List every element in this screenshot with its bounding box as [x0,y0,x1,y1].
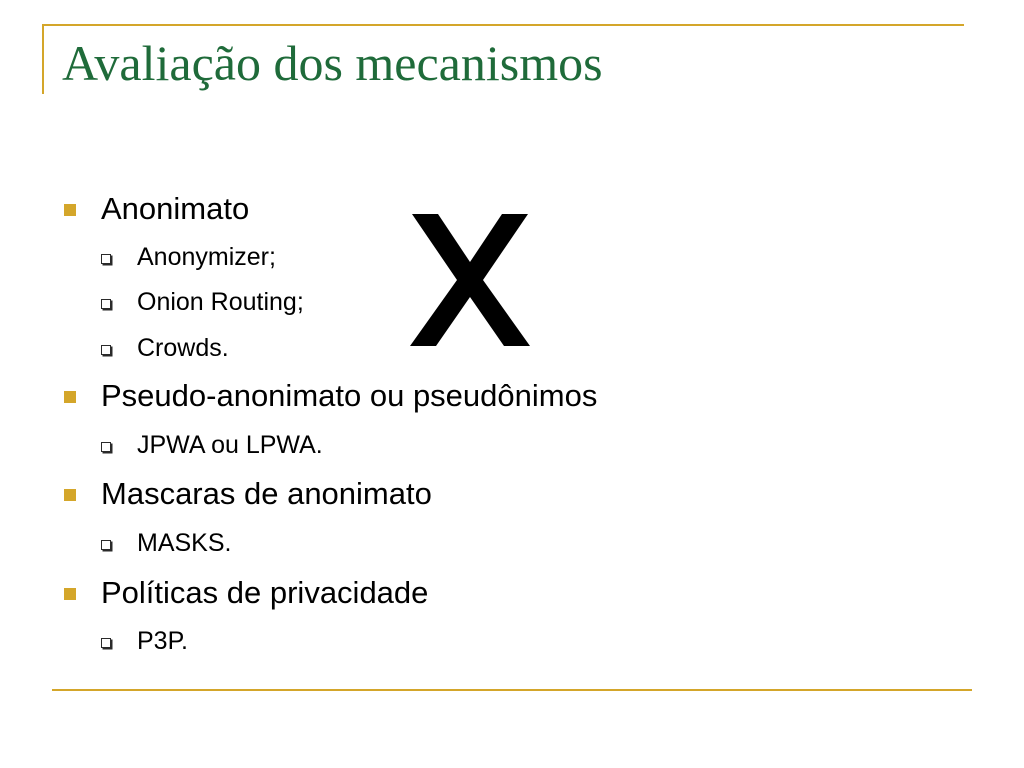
x-mark-icon [408,210,532,350]
square-bullet-icon [64,391,76,403]
hollow-square-bullet-icon [101,254,111,264]
slide-title: Avaliação dos mecanismos [62,35,603,91]
bullet-label: Anonimato [101,191,250,226]
hollow-square-bullet-icon [101,540,111,550]
sub-bullet-label: MASKS. [137,529,232,557]
sub-bullet-label: JPWA ou LPWA. [137,431,323,459]
hollow-square-bullet-icon [101,345,111,355]
hollow-square-bullet-icon [101,299,111,309]
hollow-square-bullet-icon [101,442,111,452]
square-bullet-icon [64,588,76,600]
bottom-divider-line [52,689,972,691]
sub-bullet-label: Onion Routing; [137,288,304,316]
hollow-square-bullet-icon [101,638,111,648]
square-bullet-icon [64,204,76,216]
sub-bullet-label: Anonymizer; [137,243,276,271]
square-bullet-icon [64,489,76,501]
sub-bullet-label: Crowds. [137,334,229,362]
bullet-label: Mascaras de anonimato [101,476,432,511]
sub-bullet-label: P3P. [137,627,188,655]
bullet-label: Pseudo-anonimato ou pseudônimos [101,378,598,413]
bullet-label: Políticas de privacidade [101,575,429,610]
